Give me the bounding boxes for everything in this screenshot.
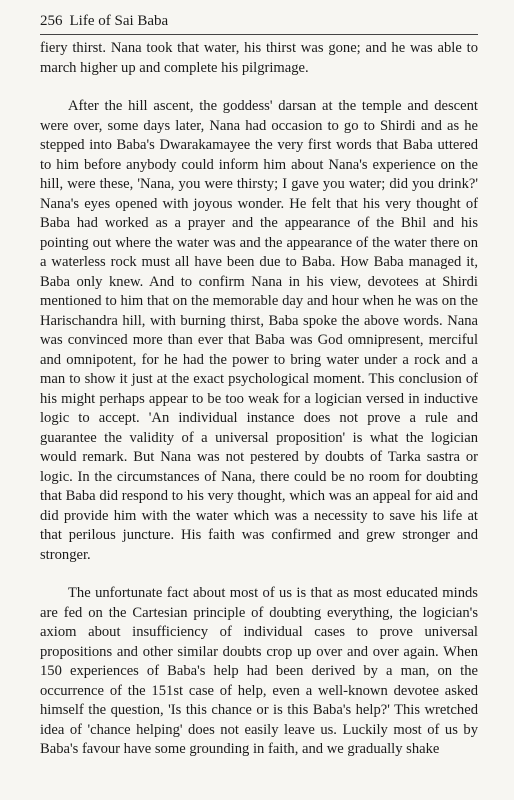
paragraph-cartesian-doubt: The unfortunate fact about most of us is that as most educated minds are fed on the Cartesian principle of doubting everything, the logician's axiom about insufficiency of individual cases to prove universal propositions and other similar doubts crop up over and over again. When 150 experiences of Baba's help had been derived by a man, on the occurrence of the 151st case of help, even a well-known devotee asked himself the question, 'Is this chance or is this Baba's help?' This wretched idea of 'chance helping' does not easily leave us. Luckily most of us by Baba's favour have some grounding in faith, and we gradually shake: [40, 585, 478, 757]
paragraph-continuation: fiery thirst. Nana took that water, his thirst was gone; and he was able to march higher up and complete his pilgrimage.: [40, 40, 478, 76]
page-number: 256: [40, 13, 63, 29]
running-title: Life of Sai Baba: [69, 13, 169, 29]
book-page: [40, 12, 478, 760]
body-text: [40, 39, 478, 760]
paragraph-nana-experience: After the hill ascent, the goddess' darsan at the temple and descent were over, some days later, Nana had occasion to go to Shirdi and as he stepped into Baba's Dwarakamayee the very first words that Baba uttered to him before anybody could inform him about Nana's experience on the hill, were these, 'Nana, you were thirsty; I gave you water; did you drink?' Nana's eyes opened with joyous wonder. He felt that his very thought of Baba had worked as a prayer and the appearance of the Bhil and his pointing out where the water was and the appearance of the water there on a waterless rock must all have been due to Baba. How Baba managed it, Baba only knew. And to confirm Nana in his view, devotees at Shirdi mentioned to him that on the memorable day and hour when he was on the Harischandra hill, with burning thirst, Baba spoke the above words. Nana was convinced more than ever that Baba was God omnipresent, merciful and omnipotent, for he had the power to bring water under a rock and a man to show it just at the exact psychological moment. This conclusion of his might perhaps appear to be too weak for a logician versed in inductive logic to accept. 'An individual instance does not prove a rule and guarantee the validity of a universal proposition' is what the logician would remark. But Nana was not pestered by doubts of Tarka sastra or logic. In the circumstances of Nana, there could be no room for doubting that Baba did respond to his very thought, which was an appeal for aid and did provide him with the water which was a necessity to save his life at that perilous juncture. His faith was confirmed and grew stronger and stronger.: [40, 98, 478, 563]
running-header: [40, 12, 478, 35]
